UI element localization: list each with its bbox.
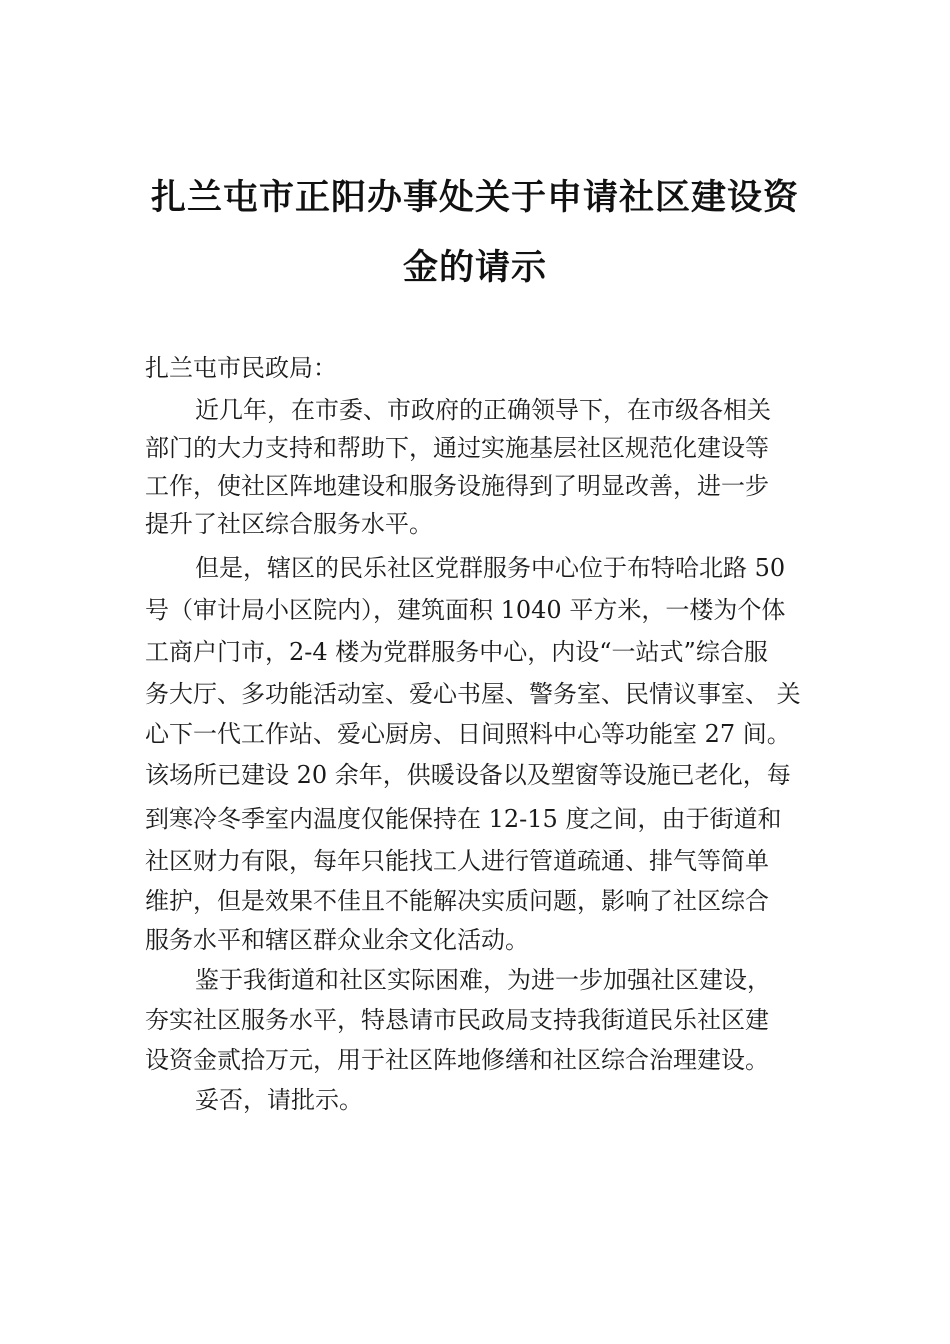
paragraph-2-line-6: 该场所已建设 20 余年，供暖设备以及塑窗等设施已老化，每 bbox=[145, 761, 791, 789]
paragraph-2-line-5: 心下一代工作站、爱心厨房、日间照料中心等功能室 27 间。 bbox=[145, 720, 791, 748]
paragraph-1-line-2: 部门的大力支持和帮助下，通过实施基层社区规范化建设等 bbox=[145, 434, 769, 462]
paragraph-1-line-4: 提升了社区综合服务水平。 bbox=[145, 510, 433, 538]
paragraph-3-line-3: 设资金贰拾万元，用于社区阵地修缮和社区综合治理建设。 bbox=[145, 1046, 769, 1074]
paragraph-2-line-7: 到寒冷冬季室内温度仅能保持在 12-15 度之间，由于街道和 bbox=[145, 805, 782, 833]
salutation: 扎兰屯市民政局： bbox=[145, 354, 337, 382]
paragraph-4-line-1: 妥否，请批示。 bbox=[195, 1086, 363, 1114]
paragraph-2-line-9: 维护，但是效果不佳且不能解决实质问题，影响了社区综合 bbox=[145, 887, 769, 915]
paragraph-2-line-4: 务大厅、多功能活动室、爱心书屋、警务室、民情议事室、 关 bbox=[145, 680, 801, 708]
paragraph-2-line-8: 社区财力有限，每年只能找工人进行管道疏通、排气等简单 bbox=[145, 847, 769, 875]
paragraph-3-line-2: 夯实社区服务水平，特恳请市民政局支持我街道民乐社区建 bbox=[145, 1006, 769, 1034]
document-title-line-2: 金的请示 bbox=[402, 247, 547, 288]
paragraph-1-line-1: 近几年，在市委、市政府的正确领导下，在市级各相关 bbox=[195, 396, 771, 424]
paragraph-2-line-2: 号（审计局小区院内），建筑面积 1040 平方米，一楼为个体 bbox=[145, 596, 786, 624]
paragraph-2-line-3: 工商户门市，2-4 楼为党群服务中心，内设“一站式”综合服 bbox=[145, 638, 768, 666]
document-title-line-1: 扎兰屯市正阳办事处关于申请社区建设资 bbox=[150, 177, 799, 218]
paragraph-2-line-1: 但是，辖区的民乐社区党群服务中心位于布特哈北路 50 bbox=[195, 554, 786, 582]
paragraph-3-line-1: 鉴于我街道和社区实际困难，为进一步加强社区建设， bbox=[195, 966, 771, 994]
paragraph-2-line-10: 服务水平和辖区群众业余文化活动。 bbox=[145, 926, 529, 954]
paragraph-1-line-3: 工作，使社区阵地建设和服务设施得到了明显改善，进一步 bbox=[145, 472, 769, 500]
